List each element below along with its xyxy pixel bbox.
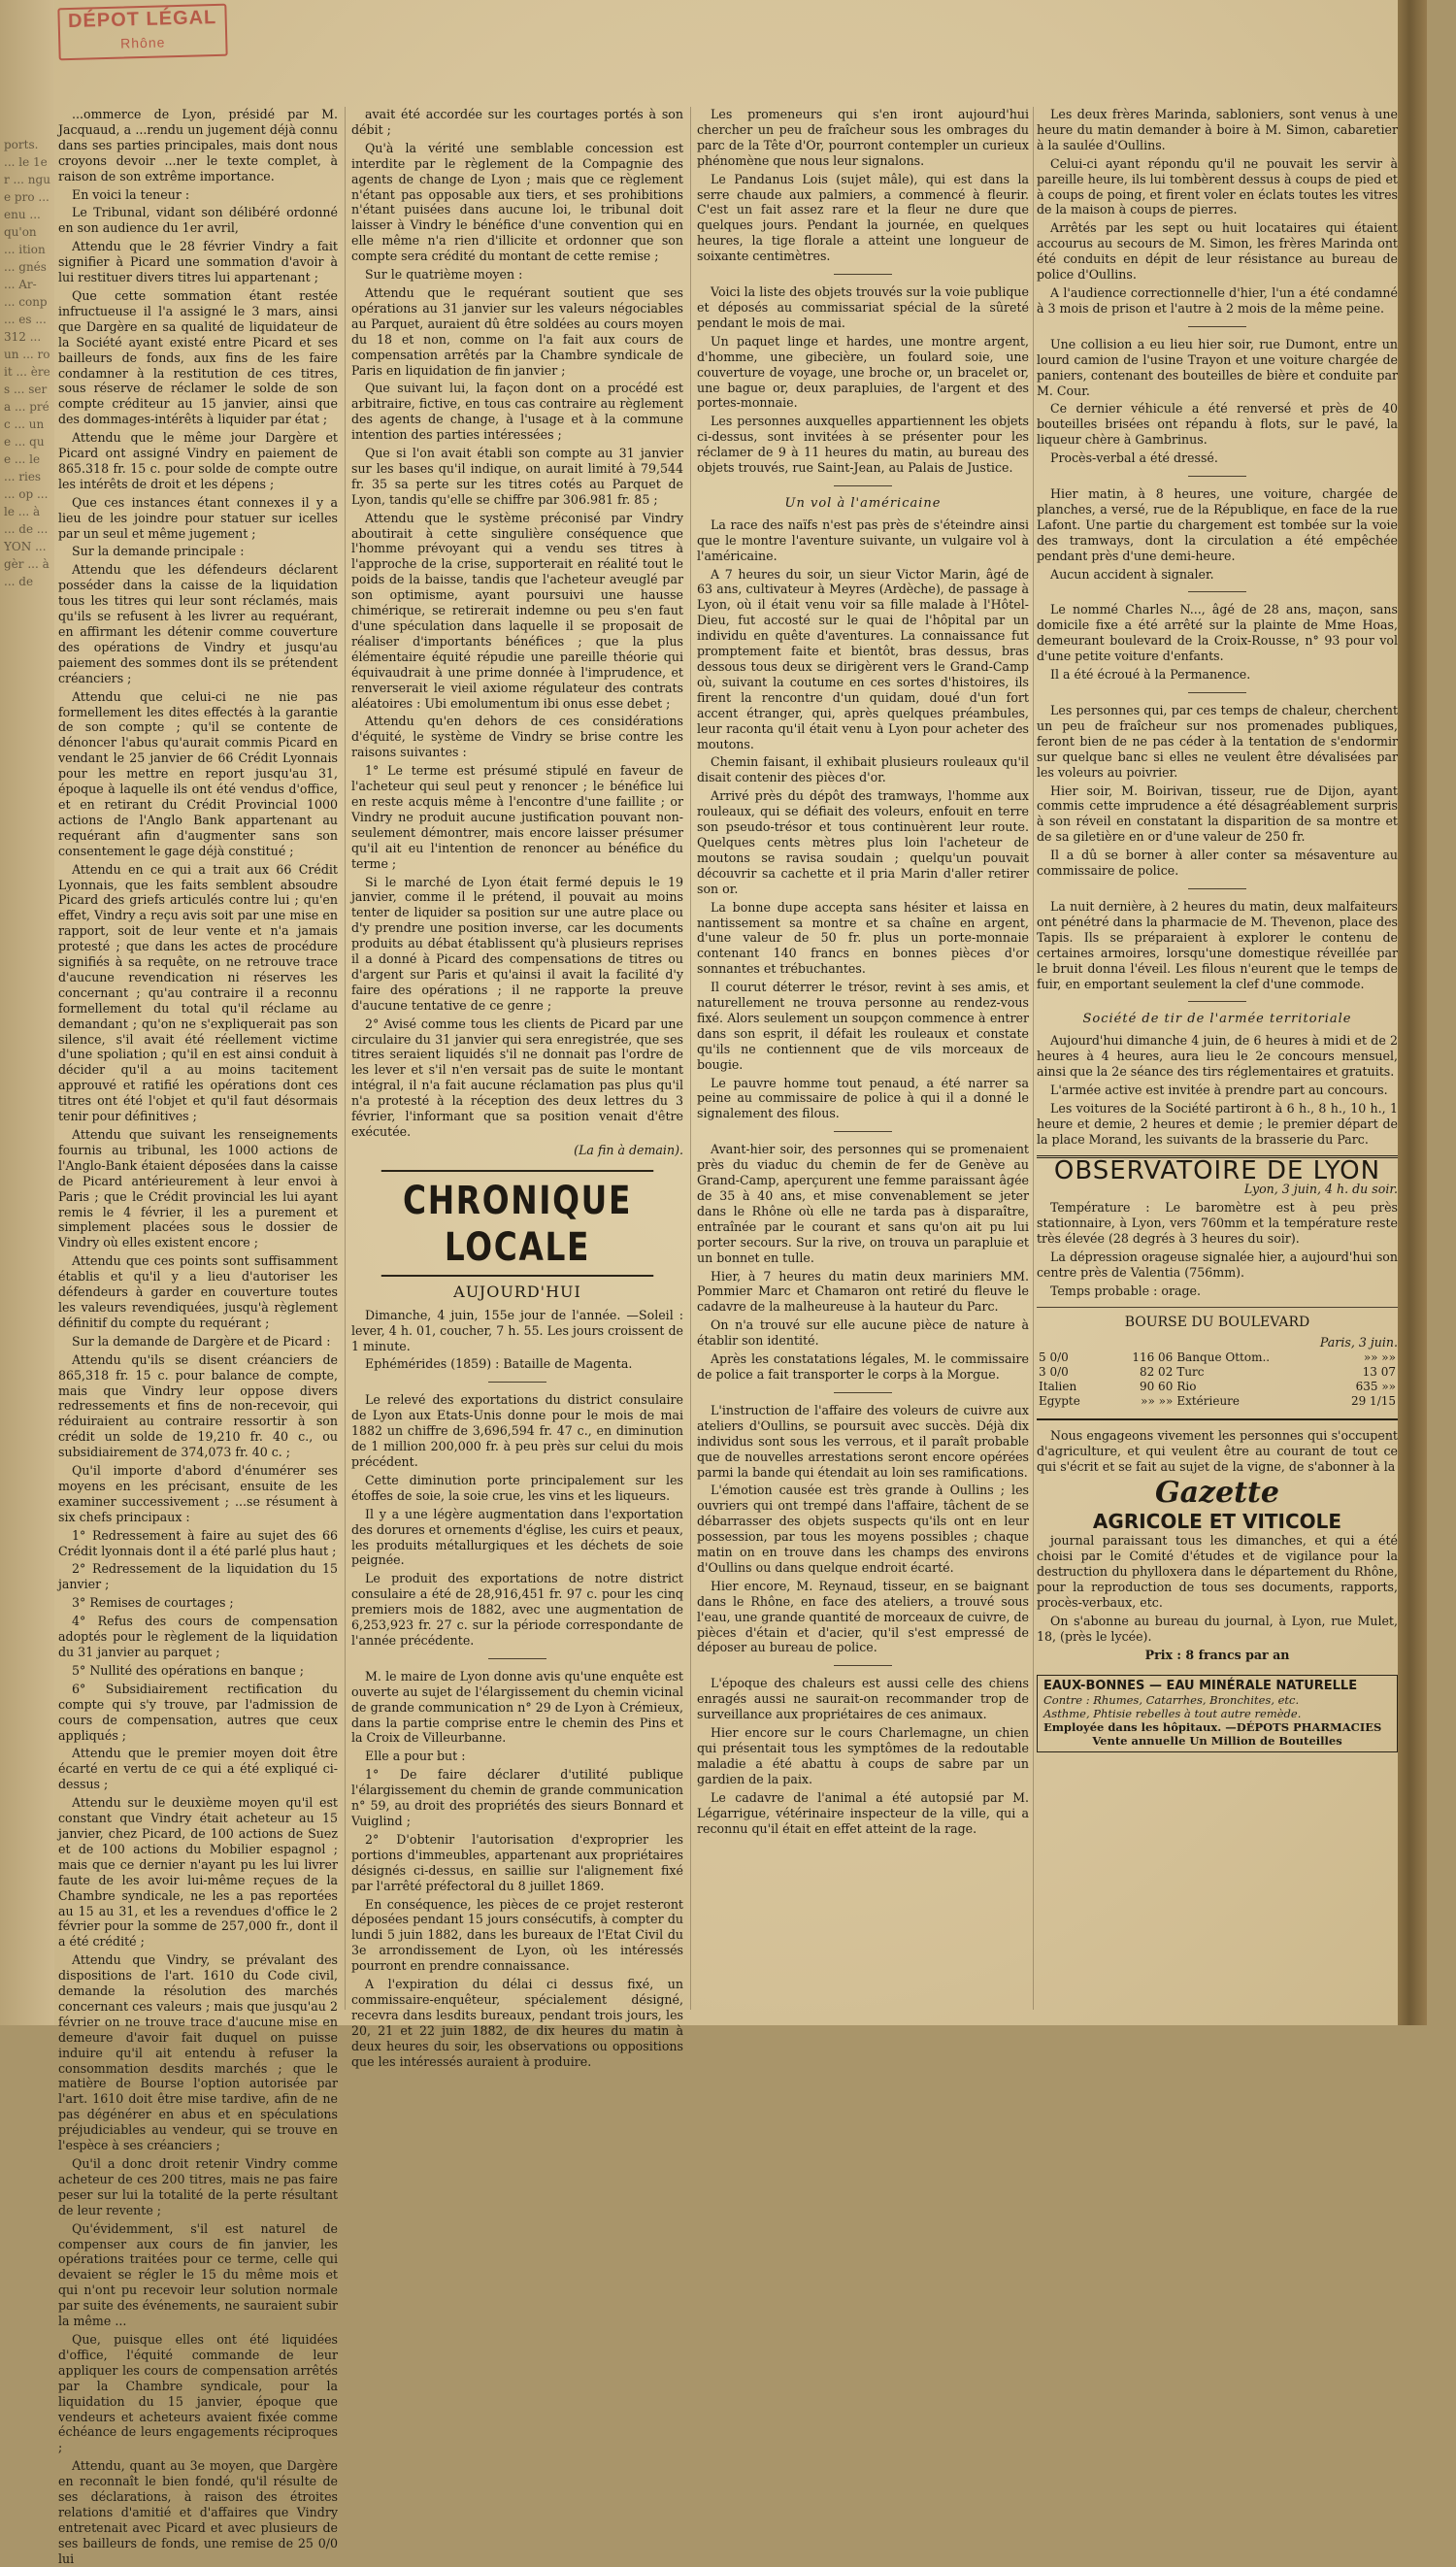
paragraph: 2° D'obtenir l'autorisation d'exproprier les portions d'immeubles, appartenant aux propriétaires désignés ci-dessus, en saillie sur l'alignement fixé par l'arrêté préfectoral du 8 juillet 1869. <box>351 1831 683 1893</box>
eaux-head: EAUX-BONNES — EAU MINÉRALE NATURELLE <box>1043 1678 1358 1693</box>
gazette-title: Gazette <box>1155 1476 1279 1511</box>
bourse-cell: 635 »» <box>1355 1379 1396 1393</box>
pandanus-article <box>697 107 1029 264</box>
column-rule <box>690 107 691 2010</box>
paragraph: Les voitures de la Société partiront à 6 h., 8 h., 10 h., 1 heure et demie, 2 heures et demie ; le premier départ de la place Morand, les suivants de la brasserie du Parc. <box>1037 1100 1398 1147</box>
divider <box>834 1131 892 1132</box>
paragraph: 6° Subsidiairement rectification du compte qui s'y trouve, par l'admission de cours de compensation, autres que ceux appliqués ; <box>58 1681 338 1743</box>
stamp-line1: DÉPOT LÉGAL <box>67 7 217 33</box>
eaux-line4: Vente annuelle Un Million de Bouteilles <box>1092 1733 1342 1748</box>
paragraph: Le cadavre de l'animal a été autopsié par M. Légarrigue, vétérinaire inspecteur de la ville, qui a reconnu qu'il était en effet atteint de la rage. <box>697 1789 1029 1836</box>
column-rule <box>1033 107 1034 2010</box>
paragraph: Attendu que le système préconisé par Vindry aboutirait à cette singulière conséquence que l'homme prévoyant qui a vendu ses titres à l'approche de la crise, supporterait en réalité tout le poids de la baisse, tandis que l'acheteur aveuglé par son optimisme, ayant poursuivi une hausse chimérique, se retirerait indemne ou peu s'en faut d'une spéculation dans laquelle il se proposait de réaliser d'importants bénéfices ; que la plus élémentaire équité répudie une pareille théorie qui équivaudrait à une prime donnée à l'imprudence, et renverserait le vieil axiome régulateur des contrats aléatoires : Ubi emolumentum ibi onus esse debet ; <box>351 510 683 711</box>
bourse-cell: Italien <box>1039 1379 1077 1393</box>
paragraph: Voici la liste des objets trouvés sur la voie publique et déposés au commissariat spécial de la sûreté pendant le mois de mai. <box>697 284 1029 330</box>
paragraph: Hier encore sur le cours Charlemagne, un chien qui présentait tous les symptômes de la redoutable maladie a été abattu à coups de sabre par un gardien de la paix. <box>697 1725 1029 1786</box>
bourse-cell: Rio <box>1176 1379 1197 1393</box>
paragraph: Le produit des exportations de notre district consulaire a été de 28,916,451 fr. 97 c. pour les cinq premiers mois de 1882, avec une augmentation de 6,253,923 fr. 27 c. sur la période correspondante de l'année précédente. <box>351 1571 683 1648</box>
arrest-article <box>1037 602 1398 683</box>
paragraph: Sur le quatrième moyen : <box>365 267 523 283</box>
paragraph: Les personnes qui, par ces temps de chaleur, cherchent un peu de fraîcheur sur nos promenades publiques, feront bien de ne pas céder à la tentation de s'endormir sur quelque banc si elles ne veulent être dévalisées par les voleurs au poivrier. <box>1037 703 1398 780</box>
bourse-cell: Turc <box>1176 1364 1205 1379</box>
paragraph: Arrivé près du dépôt des tramways, l'homme aux rouleaux, qui se défiait des voleurs, enfouit en terre son pseudo-trésor et tous continuèrent leur route. Quelques cents mètres plus loin l'acheteur de moutons se ravisa soudain ; quelqu'un pouvait découvrir sa cachette et il pria Marin d'aller retirer son or. <box>697 788 1029 896</box>
paragraph: Attendu qu'ils se disent créanciers de 865,318 fr. 15 c. pour balance de compte, mais que Vindry leur oppose divers redressements et fins de non-recevoir, qui réduiraient au contraire ressortir à son crédit un solde de 19,210 fr. 40 c., ou subsidiairement de 374,073 fr. 40 c. ; <box>58 1351 338 1460</box>
paragraph: L'émotion causée est très grande à Oullins ; les ouvriers qui ont trempé dans l'affaire, tâchent de se débarrasser des objets suspects qu'ils ont en leur possession, par tous les moyens possibles ; chaque matin on en trouve dans les champs des environs d'Oullins ou dans quelque endroit écarté. <box>697 1483 1029 1575</box>
paragraph: La race des naïfs n'est pas près de s'éteindre ainsi que le montre l'aventure suivante, un vulgaire vol à l'américaine. <box>697 517 1029 563</box>
paragraph: Si le marché de Lyon était fermé depuis le 19 janvier, comme il le prétend, il pouvait au moins tenter de liquider sa position sur une autre place ou d'y prendre une position inverse, car les documents produits au débat établissent qu'à plusieurs reprises il a donné à Picard des compensations de titres ou d'argent sur Paris et qu'ainsi il avait la facilité d'y faire des opérations ; il ne rapporte la preuve d'aucune tentative de ce genre ; <box>351 874 683 1013</box>
divider <box>488 1382 546 1383</box>
rhone-drowning-article <box>697 1142 1029 1383</box>
paragraph: Il y a une légère augmentation dans l'exportation des dorures et ornements d'église, les cuirs et peaux, les produits métallurgiques et les déchets de soie peignée. <box>351 1506 683 1568</box>
divider <box>1188 692 1246 693</box>
judgment-continuation <box>351 107 683 1140</box>
column-rule <box>345 107 346 2010</box>
bourse-cell: 90 60 <box>1139 1379 1174 1393</box>
paragraph: Attendu, quant au 3e moyen, que Dargère en reconnaît le bien fondé, qu'il résulte de ses déclarations, à raison des étroites relations d'amitié et d'affaires que Vindry entretenait avec Picard et avec plusieurs de ses bailleurs de fonds, une remise de 25 0/0 lui <box>58 2458 338 2566</box>
bourse-row <box>1037 1380 1398 1394</box>
divider <box>834 485 892 486</box>
paragraph: 4° Refus des cours de compensation adoptés pour le règlement de la liquidation du 31 janvier au parquet ; <box>58 1614 338 1659</box>
bourse-cell: 13 07 <box>1362 1364 1396 1379</box>
divider <box>1188 1001 1246 1002</box>
bourse-cell: 5 0/0 <box>1039 1350 1069 1364</box>
divider <box>834 274 892 275</box>
paragraph: Température : Le baromètre est à peu près stationnaire, à Lyon, vers 760mm et la température reste très élevée (28 degrés à 3 heures du soir). <box>1037 1200 1398 1247</box>
road-inquiry-article <box>351 1669 683 2070</box>
exports-article <box>351 1392 683 1649</box>
paragraph: Qu'à la vérité une semblable concession est interdite par le règlement de la Compagnie des agents de change de Lyon ; mais que ce règlement n'étant pas opposable aux tiers, et ses prohibitions n'étant puisées dans aucune loi, le tribunal doit laisser à Vindry le bénéfice d'une convention qui en elle même n'a rien d'illicite et ordonner que son compte sera crédité du montant de cette remise ; <box>351 140 683 264</box>
column-2 <box>351 107 683 2069</box>
paragraph: A l'expiration du délai ci dessus fixé, un commissaire-enquêteur, spécialement désigné, recevra dans lesdits bureaux, pendant trois jours, les 20, 21 et 22 juin 1882, de dix heures du matin à deux heures du soir, les observations ou oppositions que les intéressés auraient à produire. <box>351 1977 683 2069</box>
eaux-line1: Contre : Rhumes, Catarrhes, Bronchites, etc. <box>1043 1692 1300 1707</box>
paragraph: Le relevé des exportations du district consulaire de Lyon aux Etats-Unis donne pour le mois de mai 1882 un chiffre de 3,696,594 fr. 47 c., en diminution de 1 million 200,000 fr. à peu près sur celui du mois précédent. <box>351 1392 683 1469</box>
overturned-cart-article <box>1037 486 1398 582</box>
paragraph: Les deux frères Marinda, sabloniers, sont venus à une heure du matin demander à boire à M. Simon, cabaretier à la saulée d'Oullins. <box>1037 107 1398 152</box>
divider <box>1188 591 1246 592</box>
paragraph: Attendu que le premier moyen doit être écarté en vertu de ce qui a été expliqué ci-dessus ; <box>58 1746 338 1792</box>
gazette-text: journal paraissant tous les dimanches, et qui a été choisi par le Comité d'études et de vigilance pour la destruction du phylloxera dans le département du Rhône, pour la reproduction de tous ses documents, rapports, procès-verbaux, etc. <box>1037 1533 1398 1611</box>
paragraph: En voici la teneur : <box>72 186 190 202</box>
gazette-price: Prix : 8 francs par an <box>1144 1647 1290 1662</box>
gazette-intro: Nous engageons vivement les personnes qui s'occupent d'agriculture, et qui veulent être au courant de tout ce qui s'écrit et se fait au sujet de la vigne, de s'abonner à la <box>1037 1427 1398 1474</box>
paragraph: Sur la demande principale : <box>72 544 245 559</box>
column-4 <box>1037 107 1398 2010</box>
paragraph: Attendu que le requérant soutient que ses opérations au 31 janvier sur les valeurs négociables au Parquet, auraient dû être soldées au cours moyen du 18 et non, comme on l'a fait aux cours de compensation arrêtés par la Chambre syndicale de Paris en liquidation de fin janvier ; <box>351 284 683 378</box>
gazette-subtitle: AGRICOLE ET VITICOLE <box>1092 1510 1342 1534</box>
gutter-text: ports. ... le 1er ... ngue pro ... enu ... qu'on ... ition ... gnés ... Ar- ... conp ... es ... 312 ... un ... roit ... ères ... sera ... préc ... une ... que ... le ... ries ... op ... le ... à ... de ... YON ... gèr ... à ... de <box>4 138 50 588</box>
divider <box>834 1665 892 1666</box>
paragraph: Qu'évidemment, s'il est naturel de compenser aux cours de fin janvier, les opérations traitées pour ce terme, celle qui devaient se régler le 15 du même mois et qui n'ont pu recevoir leur solution normale par suite des événements, ne sauraient subir la même ... <box>58 2220 338 2329</box>
previous-page-gutter <box>0 0 54 2025</box>
eaux-line3: Employée dans les hôpitaux. —DÉPOTS PHARMACIES <box>1043 1719 1382 1734</box>
paragraph: Attendu que les défendeurs déclarent posséder dans la caisse de la liquidation tous les titres qui leur sont réclamés, mais qu'ils se refusent à les livrer au requérant, en affirmant les détenir comme couverture des opérations de Vindry et jusqu'au paiement des sommes dont ils se prétendent créanciers ; <box>58 562 338 685</box>
paragraph: La bonne dupe accepta sans hésiter et laissa en nantissement sa montre et sa chaîne en argent, d'une valeur de 50 fr. plus un porte-monnaie contenant 140 francs en bonnes pièces d'or sonnantes et trébuchantes. <box>697 899 1029 977</box>
bourse-cell: 82 02 <box>1139 1364 1174 1379</box>
paragraph: Hier matin, à 8 heures, une voiture, chargée de planches, a versé, rue de la République, en face de la rue Lafont. Une partie du chargement est tombée sur la voie des tramways, dont la circulation a été empêchée pendant près d'une demi-heure. <box>1037 486 1398 563</box>
paragraph: 1° Redressement à faire au sujet des 66 Crédit lyonnais dont il a été parlé plus haut ; <box>58 1527 338 1558</box>
paragraph: Attendu qu'en dehors de ces considérations d'équité, le système de Vindry se brise contre les raisons suivantes : <box>351 714 683 760</box>
paragraph: A 7 heures du soir, un sieur Victor Marin, âgé de 63 ans, cultivateur à Meyres (Ardèche), de passage à Lyon, où il était venu voir sa fille malade à l'Hôtel-Dieu, fut accosté sur le quai de l'hôpital par un individu en quête d'aventures. La connaissance fut promptement faite et bientôt, bras dessus, bras dessous tous deux se dirigèrent vers le Grand-Camp où, suivant la coutume en ces sortes d'histoires, ils firent la rencontre d'un quidam, doué d'un fort accent étranger, qui, après quelques préambules, leur raconta qu'il était venu à Lyon pour acheter des moutons. <box>697 566 1029 751</box>
paragraph: Attendu que celui-ci ne nie pas formellement les dites effectés à la garantie de son compte ; qu'il se contente de dénoncer l'abus qu'aurait commis Picard en vendant le 25 janvier de 66 Crédit Lyonnais pour les mettre en report jusqu'au 31, époque à laquelle ils ont été vendus d'office, et en retirant du Crédit Provincial 1000 actions de l'Anglo Bank appartenant au requérant afin d'augmenter sans son consentement le gage déjà constitué ; <box>58 688 338 858</box>
observatoire-heading: OBSERVATOIRE DE LYON <box>1037 1155 1398 1180</box>
depot-legal-stamp <box>57 4 227 61</box>
paragraph: Avant-hier soir, des personnes qui se promenaient près du viaduc du chemin de fer de Genève au Grand-Camp, aperçurent une femme paraissant âgée de 35 à 40 ans, et mise convenablement se jeter dans le Rhône où elle ne tarda pas à disparaître, entraînée par le courant et sans qu'on ait pu lui porter secours. Sur la rive, on trouva un parapluie et un bonnet en tulle. <box>697 1142 1029 1265</box>
paragraph: 2° Avisé comme tous les clients de Picard par une circulaire du 31 janvier qui sera enregistrée, que ses titres seraient liquidés s'il ne donnait pas l'ordre de les lever et s'il n'en versait pas de suite le montant intégral, il n'a fait aucune réclamation pas plus qu'il n'a protesté à la réception des deux lettres du 3 février, l'informant que sa position venait d'être exécutée. <box>351 1016 683 1139</box>
paragraph: On n'a trouvé sur elle aucune pièce de nature à établir son identité. <box>697 1317 1029 1349</box>
paragraph: Qu'il importe d'abord d'énumérer ses moyens en les précisant, ensuite de les examiner successivement ; ...se résument à six chefs principaux : <box>58 1463 338 1524</box>
bourse-row <box>1037 1394 1398 1409</box>
paragraph: Il a été écroué à la Permanence. <box>1050 667 1251 683</box>
aujourdhui-text: Dimanche, 4 juin, 155e jour de l'année. —Soleil : lever, 4 h. 01, coucher, 7 h. 55. Les jours croissent de 1 minute. <box>351 1307 683 1353</box>
paragraph: Les promeneurs qui s'en iront aujourd'hui chercher un peu de fraîcheur sous les ombrages du parc de la Tête d'Or, pourront contempler un curieux phénomène que nous leur signalons. <box>697 107 1029 168</box>
collision-article <box>1037 337 1398 466</box>
marinda-brothers-article <box>1037 107 1398 317</box>
paragraph: Hier, à 7 heures du matin deux mariniers MM. Pommier Marc et Chamaron ont retiré du fleuve le cadavre de la malheureuse à la hauteur du Parc. <box>697 1268 1029 1315</box>
paragraph: L'époque des chaleurs est aussi celle des chiens enragés aussi ne saurait-on recommander trop de surveillance aux propriétaires de ces animaux. <box>697 1676 1029 1722</box>
paragraph: Que si l'on avait établi son compte au 31 janvier sur les bases qu'il indique, on aurait limité à 79,544 fr. 35 sa perte sur les titres cotés au Parquet de Lyon, tandis qu'elle se chiffre par 306.981 fr. 85 ; <box>351 446 683 507</box>
paragraph: Ce dernier véhicule a été renversé et près de 40 bouteilles brisées ont répandu à flots, sur le pavé, la liqueur chère à Gambrinus. <box>1037 401 1398 448</box>
bourse-cell: 29 1/15 <box>1350 1393 1396 1408</box>
paragraph: Que, puisque elles ont été liquidées d'office, l'équité commande de leur appliquer les cours de compensation arrêtés par la Chambre syndicale, pour la liquidation du 15 janvier, époque que vendeurs et acheteurs avaient fixée comme échéance de leurs engagements réciproques ; <box>58 2331 338 2455</box>
bourse-table <box>1037 1350 1398 1409</box>
bourse-cell: 116 06 <box>1132 1350 1174 1364</box>
paragraph: Le nommé Charles N..., âgé de 28 ans, maçon, sans domicile fixe a été arrêté sur la plainte de Mme Hoas, demeurant boulevard de la Croix-Rousse, n° 93 pour vol d'une petite voiture d'enfants. <box>1037 602 1398 664</box>
vol-americaine-article <box>697 517 1029 1121</box>
bourse-row <box>1037 1350 1398 1365</box>
gazette-advertisement <box>1037 1418 1398 1752</box>
paragraph: Attendu que suivant les renseignements fournis au tribunal, les 1000 actions de l'Anglo-Bank étaient déposées dans la caisse de Picard antérieurement à leur envoi à Paris ; que le Crédit provincial les lui ayant remis le 4 février, il les a purement et simplement placées sous le dossier de Vindry où elles existent encore ; <box>58 1127 338 1250</box>
paragraph: Procès-verbal a été dressé. <box>1050 450 1218 466</box>
paragraph: Il a dû se borner à aller conter sa mésaventure au commissaire de police. <box>1037 848 1398 879</box>
eaux-bonnes-advertisement <box>1037 1675 1398 1752</box>
bourse-cell: Egypte <box>1039 1393 1080 1408</box>
paragraph: En conséquence, les pièces de ce projet resteront déposées pendant 15 jours consécutifs, à compter du lundi 5 juin 1882, dans les bureaux de l'Etat Civil du 3e arrondissement de Lyon, où les intéressés pourront en prendre connaissance. <box>351 1896 683 1974</box>
gazette-subscribe: On s'abonne au bureau du journal, à Lyon, rue Mulet, 18, (près le lycée). <box>1037 1613 1398 1644</box>
paragraph: 3° Remises de courtages ; <box>72 1595 234 1611</box>
paragraph: Hier encore, M. Reynaud, tisseur, en se baignant dans le Rhône, en face des ateliers, a trouvé sous l'eau, une grande quantité de morceaux de cuivre, de pièces d'étain et d'acier, qu'il s'est empressé de déposer au bureau de police. <box>697 1578 1029 1655</box>
paragraph: Temps probable : orage. <box>1050 1284 1201 1298</box>
paragraph: Celui-ci ayant répondu qu'il ne pouvait les servir à pareille heure, ils lui tombèrent dessus à coups de pied et à coups de poing, et firent voler en éclats toutes les vitres de la maison à coups de pierres. <box>1037 155 1398 217</box>
paragraph: Que ces instances étant connexes il y a lieu de les joindre pour statuer sur icelles par un seul et même jugement ; <box>58 494 338 541</box>
paragraph: 1° De faire déclarer d'utilité publique l'élargissement du chemin de grande communication n° 59, au droit des propriétés des sieurs Bonnard et Vuiglind ; <box>351 1767 683 1828</box>
tir-article <box>1037 1033 1398 1147</box>
paragraph: Attendu que le même jour Dargère et Picard ont assigné Vindry en paiement de 865.318 fr. 15 c. pour solde de compte outre les intérêts de droit et les dépens ; <box>58 430 338 491</box>
pharmacy-burglary-article <box>1037 899 1398 991</box>
paragraph: Hier soir, M. Boirivan, tisseur, rue de Dijon, ayant commis cette imprudence a été désagréablement surpris à son réveil en constatant la disparition de sa montre et de sa giletière en or d'une valeur de 250 fr. <box>1037 783 1398 845</box>
paragraph: 5° Nullité des opérations en banque ; <box>72 1662 305 1678</box>
bourse-cell: »» »» <box>1363 1350 1396 1364</box>
bourse-cell: »» »» <box>1141 1393 1174 1408</box>
paragraph: A l'audience correctionnelle d'hier, l'un a été condamné à 3 mois de prison et l'autre à 2 mois de la même peine. <box>1037 284 1398 316</box>
paragraph: Que suivant lui, la façon dont on a procédé est arbitraire, fictive, en tous cas contraire au règlement des agents de change, à l'usage et à la commune intention des parties intéressées ; <box>351 381 683 443</box>
aujourdhui-heading: AUJOURD'HUI <box>453 1282 581 1301</box>
paragraph: Le Pandanus Lois (sujet mâle), qui est dans la serre chaude aux palmiers, a commencé à fleurir. C'est un fait assez rare et la fleur ne dure que quelques jours. Pendant la journée, en quelques heures, la tige florale a atteint une longueur de soixante centimètres. <box>697 171 1029 264</box>
paragraph: avait été accordée sur les courtages portés à son débit ; <box>351 107 683 137</box>
column-3 <box>697 107 1029 2010</box>
paragraph: Arrêtés par les sept ou huit locataires qui étaient accourus au secours de M. Simon, les frères Marinda ont été conduits en dépit de leur résistance au bureau de police d'Oullins. <box>1037 220 1398 283</box>
paragraph: Attendu sur le deuxième moyen qu'il est constant que Vindry était acheteur au 15 janvier, chez Picard, de 100 actions de Suez et de 100 actions du Mobilier espagnol ; mais que ce dernier n'ayant pu les lui livrer faute de les avoir lui-même reçues de la Chambre syndicale, ne les a pas reportées au 15 au 31, et les a revendues d'office le 2 février pour la somme de 257,000 fr., dont il a été crédité ; <box>58 1795 338 1950</box>
paragraph: La nuit dernière, à 2 heures du matin, deux malfaiteurs ont pénétré dans la pharmacie de M. Thevenon, place des Tapis. Ils se préparaient à explorer le contenu de certaines armoires, lorsqu'une domestique réveillée par le bruit donna l'éveil. Les filous n'eurent que le temps de fuir, en emportant seulement la clef d'une commode. <box>1037 898 1398 991</box>
lost-objects-article <box>697 284 1029 476</box>
paragraph: Le pauvre homme tout penaud, a été narrer sa peine au commissaire de police à qui il a donné le signalement des filous. <box>697 1075 1029 1121</box>
pickpocket-article <box>1037 703 1398 879</box>
paragraph: Attendu que ces points sont suffisamment établis et qu'il y a lieu d'autoriser les défendeurs à garder en couverture toutes les valeurs revendiquées, jusqu'à règlement définitif du compte du requérant ; <box>58 1253 338 1330</box>
observatoire-report <box>1037 1200 1398 1298</box>
paragraph: Cette diminution porte principalement sur les étoffes de soie, la soie crue, les vins et les liqueurs. <box>351 1472 683 1503</box>
divider <box>834 1392 892 1393</box>
paragraph: L'instruction de l'affaire des voleurs de cuivre aux ateliers d'Oullins, se poursuit avec succès. Déjà dix individus sont sous les verrous, et il paraît probable que de nouvelles arrestations seront encore opérées parmi la bande qui étendait au loin ses ramifications. <box>697 1402 1029 1480</box>
divider <box>1188 476 1246 477</box>
divider <box>1188 326 1246 327</box>
eaux-line2: Asthme, Phtisie rebelles à tout autre remède. <box>1043 1706 1302 1720</box>
paragraph: Attendu que Vindry, se prévalant des dispositions de l'art. 1610 du Code civil, demande la résolution des marchés concernant ces valeurs ; mais que jusqu'au 2 février on ne trouve trace d'aucune mise en demeure d'avoir fait duquel on puisse induire qu'il ait entendu à refuser la consommation desdits marchés ; que le matière de Bourse l'option autorisée par l'art. 1610 doit être mise tardive, afin de ne pas dégénérer en abus et en spéculations préjudiciables au vendeur, qui se trouve en l'espèce à ses créanciers ; <box>58 1952 338 2153</box>
rabid-dogs-article <box>697 1676 1029 1836</box>
paragraph: Après les constatations légales, M. le commissaire de police a fait transporter le corps à la Morgue. <box>697 1351 1029 1382</box>
column-1 <box>58 107 338 2566</box>
ephemerides: Ephémérides (1859) : Bataille de Magenta. <box>365 1356 633 1372</box>
paragraph: Attendu en ce qui a trait aux 66 Crédit Lyonnais, que les faits semblent absoudre Picard des griefs articulés contre lui ; qu'en effet, Vindry a reçu avis soit par une mise en rapport, soit de leur vente et n'a jamais protesté ; que dans les actes de procédure signifiés à sa requête, on ne retrouve trace d'aucune revendication ni réserves les concernant ; qu'au contraire il a reconnu formellement du total qu'il réclame au demandant ; qu'on ne s'expliquerait pas son silence, s'il avait été réellement victime d'une spoliation ; qu'il en est ainsi conduit à décider qu'il a au moins tacitement approuvé et ratifié les opérations dont ces titres ont été l'objet et qu'il faut désormais tenir pour définitives ; <box>58 861 338 1124</box>
paragraph: Un paquet linge et hardes, une montre argent, d'homme, une gibecière, un foulard soie, une couverture de voyage, une broche or, un bracelet or, une bague or, deux parapluies, de l'argent et des portes-monnaie. <box>697 333 1029 411</box>
paragraph: 1° Le terme est présumé stipulé en faveur de l'acheteur qui seul peut y renoncer ; le bénéfice lui en reste acquis même à l'encontre d'une faillite ; or Vindry ne produit aucune justification pouvant non-seulement démontrer, mais encore laisser présumer qu'il ait eu l'intention de renoncer au bénéfice du terme ; <box>351 763 683 871</box>
bourse-cell: Extérieure <box>1176 1393 1241 1408</box>
paragraph: 2° Redressement de la liquidation du 15 janvier ; <box>58 1561 338 1592</box>
paragraph: Qu'il a donc droit retenir Vindry comme acheteur de ces 200 titres, mais ne pas faire peser sur lui la totalité de la perte résultant de leur revente ; <box>58 2156 338 2217</box>
paragraph: Le Tribunal, vidant son délibéré ordonné en son audience du 1er avril, <box>58 205 338 236</box>
tir-heading: Société de tir de l'armée territoriale <box>1082 1012 1352 1027</box>
divider <box>1188 888 1246 889</box>
paragraph: Que cette sommation étant restée infructueuse il l'a assigné le 3 mars, ainsi que Dargère en sa qualité de liquidateur de la Société ayant existé entre Picard et ses bailleurs de fonds, aux fins de les faire condamner à la restitution de ces titres, sous réserve de réclamer le solde de son compte créditeur au 15 janvier, ainsi que des dommages-intérêts à liquider par état ; <box>58 287 338 427</box>
paragraph: Sur la demande de Dargère et de Picard : <box>72 1333 331 1349</box>
chronique-locale-heading: CHRONIQUE LOCALE <box>381 1170 653 1277</box>
paragraph: M. le maire de Lyon donne avis qu'une enquête est ouverte au sujet de l'élargissement du chemin vicinal de grande communication n° 29 de Lyon à Crémieux, dans la partie comprise entre le chemin des Pins et la Croix de Villeurbanne. <box>351 1668 683 1746</box>
stamp-line2: Rhône <box>119 34 166 51</box>
bourse-cell: 3 0/0 <box>1039 1364 1069 1379</box>
paragraph: La dépression orageuse signalée hier, a aujourd'hui son centre près de Valentia (756mm). <box>1037 1250 1398 1281</box>
paragraph: ...ommerce de Lyon, présidé par M. Jacquaud, a ...rendu un jugement déjà connu dans ses parties principales, mais dont nous croyons devoir ...ner le texte complet, à raison de son extrême importance. <box>58 107 338 183</box>
paragraph: Aujourd'hui dimanche 4 juin, de 6 heures à midi et de 2 heures à 4 heures, aura lieu le 2e concours mensuel, ainsi que la 2e séance des tirs réglementaires et gratuits. <box>1037 1033 1398 1080</box>
paragraph: Les personnes auxquelles appartiennent les objets ci-dessus, sont invitées à se présenter pour les réclamer de 9 à 11 heures du matin, au bureau des objets trouvés, rue Saint-Jean, au Palais de Justice. <box>697 414 1029 476</box>
paragraph: Il courut déterrer le trésor, revint à ses amis, et naturellement ne trouva personne au rendez-vous fixé. Alors seulement un soupçon commence à entrer dans son esprit, il défait les rouleaux et constate qu'ils ne contiennent que de vils morceaux de bougie. <box>697 980 1029 1072</box>
bourse-row <box>1037 1365 1398 1380</box>
copper-thieves-article <box>697 1403 1029 1656</box>
observatoire-date: Lyon, 3 juin, 4 h. du soir. <box>1243 1181 1398 1196</box>
divider <box>488 1658 546 1659</box>
paragraph: Chemin faisant, il exhibait plusieurs rouleaux qu'il disait contenir des pièces d'or. <box>697 754 1029 785</box>
bourse-date: Paris, 3 juin. <box>1319 1334 1398 1350</box>
book-edge <box>1398 0 1427 2025</box>
vol-americaine-heading: Un vol à l'américaine <box>784 495 942 511</box>
paragraph: Attendu que le 28 février Vindry a fait signifier à Picard une sommation d'avoir à lui restituer divers titres lui appartenant ; <box>58 239 338 285</box>
bourse-cell: Banque Ottom.. <box>1176 1350 1271 1364</box>
bourse-heading: BOURSE DU BOULEVARD <box>1037 1307 1398 1331</box>
to-be-continued: (La fin à demain). <box>574 1142 683 1157</box>
paragraph: Elle a pour but : <box>365 1749 466 1764</box>
paragraph: L'armée active est invitée à prendre part au concours. <box>1050 1083 1388 1098</box>
paragraph: Aucun accident à signaler. <box>1050 566 1214 582</box>
paragraph: Une collision a eu lieu hier soir, rue Dumont, entre un lourd camion de l'usine Trayon et une voiture chargée de paniers, contenant des bouteilles de bière et conduite par M. Cour. <box>1037 336 1398 398</box>
